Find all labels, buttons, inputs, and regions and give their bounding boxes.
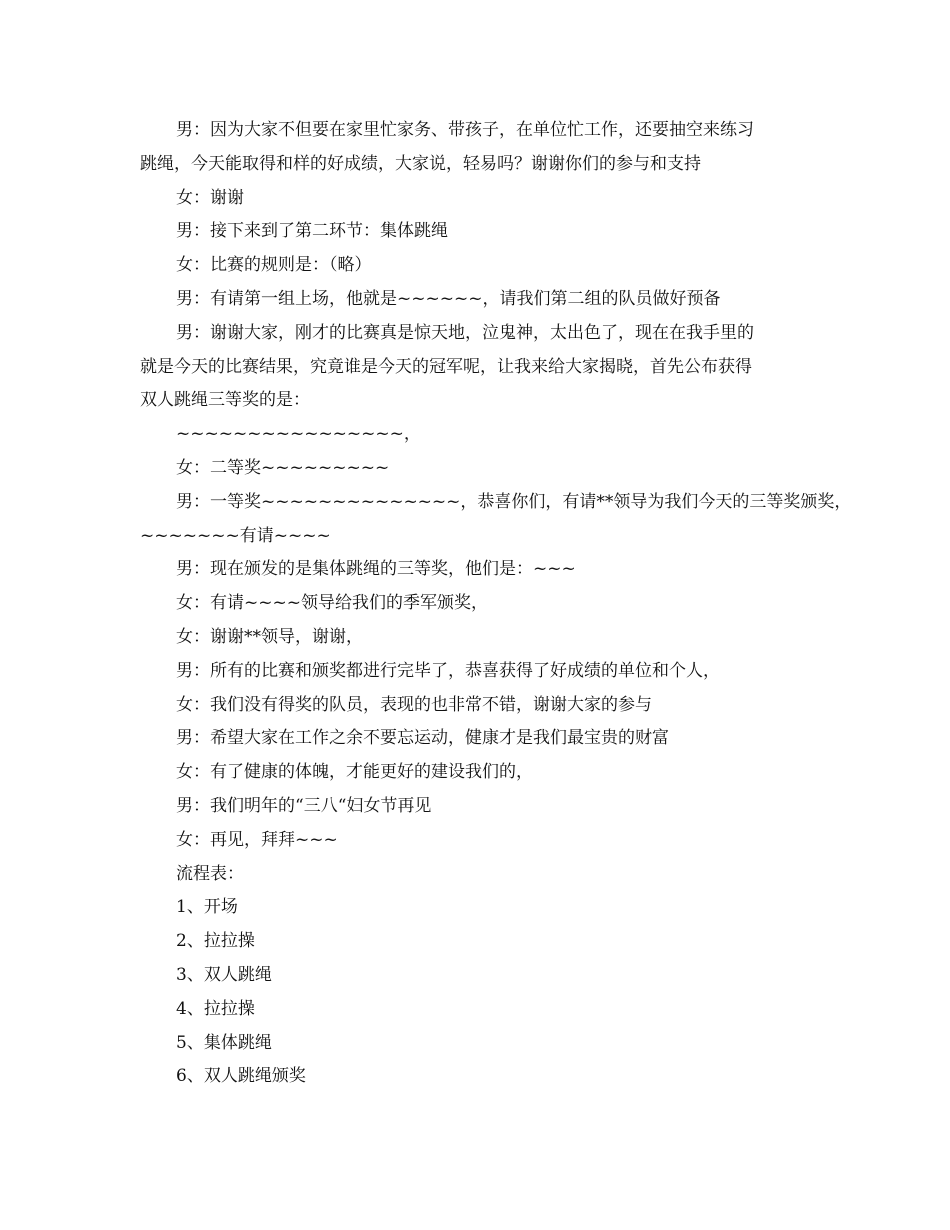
- text-line: 女：我们没有得奖的队员，表现的也非常不错，谢谢大家的参与: [176, 694, 652, 715]
- text-line: 2、拉拉操: [176, 931, 255, 952]
- text-line: 男：因为大家不但要在家里忙家务、带孩子，在单位忙工作，还要抽空来练习: [176, 120, 754, 140]
- text-line: 3、双人跳绳: [176, 964, 272, 985]
- text-line: 男：希望大家在工作之余不要忘运动，健康才是我们最宝贵的财富: [176, 728, 669, 749]
- text-line: 1、开场: [176, 897, 238, 918]
- text-line: 就是今天的比赛结果，究竟谁是今天的冠军呢，让我来给大家揭晓，首先公布获得: [140, 356, 752, 377]
- text-line: 女：有了健康的体魄，才能更好的建设我们的，: [176, 762, 533, 783]
- document-body: [140, 114, 852, 1094]
- text-line: 跳绳，今天能取得和样的好成绩，大家说，轻易吗？谢谢你们的参与和支持: [140, 153, 701, 174]
- text-line: 男：接下来到了第二环节：集体跳绳: [176, 221, 448, 242]
- text-line: 女：比赛的规则是：（略）: [176, 255, 372, 276]
- text-line: 男：我们明年的“三八“妇女节再见: [176, 795, 432, 816]
- text-line: 双人跳绳三等奖的是：: [140, 390, 310, 411]
- text-line: 女：谢谢: [176, 187, 244, 208]
- text-line: 流程表：: [176, 863, 244, 884]
- text-line: ~~~~~~~有请~~~~: [140, 525, 331, 546]
- text-line: 5、集体跳绳: [176, 1032, 272, 1053]
- text-line: 女：二等奖~~~~~~~~~: [176, 457, 390, 478]
- text-line: 男：谢谢大家，刚才的比赛真是惊天地，泣鬼神，太出色了，现在在我手里的: [176, 322, 754, 343]
- text-line: 男：一等奖~~~~~~~~~~~~~~，恭喜你们，有请**领导为我们今天的三等奖颁奖，: [176, 491, 852, 512]
- text-line: 男：有请第一组上场，他就是~~~~~~，请我们第二组的队员做好预备: [176, 288, 721, 309]
- text-line: 男：所有的比赛和颁奖都进行完毕了，恭喜获得了好成绩的单位和个人，: [176, 660, 720, 681]
- text-line: 女：再见，拜拜~~~: [176, 829, 338, 850]
- text-line: 女：谢谢**领导，谢谢，: [176, 626, 363, 647]
- text-line: 6、双人跳绳颁奖: [176, 1066, 306, 1087]
- text-line: 4、拉拉操: [176, 998, 255, 1019]
- text-line: 男：现在颁发的是集体跳绳的三等奖，他们是：~~~: [176, 559, 576, 580]
- text-line: ~~~~~~~~~~~~~~~~，: [176, 424, 421, 445]
- text-line: 女：有请~~~~领导给我们的季军颁奖，: [176, 593, 488, 614]
